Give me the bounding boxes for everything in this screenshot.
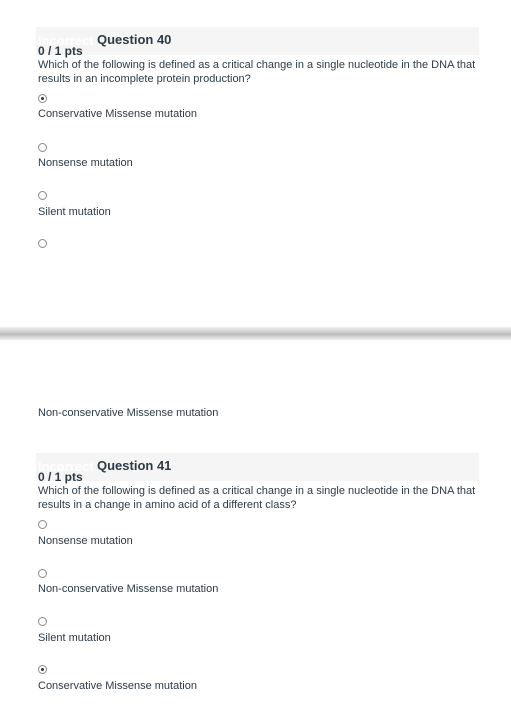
answer-label: Nonsense mutation [38,535,133,547]
incorrect-label: Incorrect [38,459,94,474]
answer-label: Silent mutation [38,206,111,218]
answer-radio-selected[interactable] [38,94,47,103]
answer-radio-selected[interactable] [38,665,47,674]
answer-label: Non-conservative Missense mutation [38,583,219,595]
answer-radio[interactable] [38,520,47,529]
answer-radio[interactable] [38,617,47,626]
answer-label: Nonsense mutation [38,157,133,169]
page-break-divider [0,327,511,340]
incorrect-label: Incorrect [38,33,94,48]
answer-label: Non-conservative Missense mutation [38,407,219,419]
answer-radio[interactable] [38,569,47,578]
question-text: Which of the following is defined as a critical change in a single nucleotide in the DNA that results in an incomplete protein production? [38,59,476,85]
question-41-header [36,453,479,481]
answer-label: Conservative Missense mutation [38,108,197,120]
answer-radio[interactable] [38,239,47,248]
answer-radio[interactable] [38,143,47,152]
answer-label: Conservative Missense mutation [38,680,197,692]
answer-label: Silent mutation [38,632,111,644]
question-points: 0 / 1 pts [38,470,83,484]
question-points: 0 / 1 pts [38,44,83,58]
question-text: Which of the following is defined as a critical change in a single nucleotide in the DNA that results in a change in amino acid of a different class? [38,485,476,511]
answer-radio[interactable] [38,191,47,200]
question-40-header [36,27,479,55]
question-title: Question 40 [97,32,172,47]
question-title: Question 41 [97,458,172,473]
